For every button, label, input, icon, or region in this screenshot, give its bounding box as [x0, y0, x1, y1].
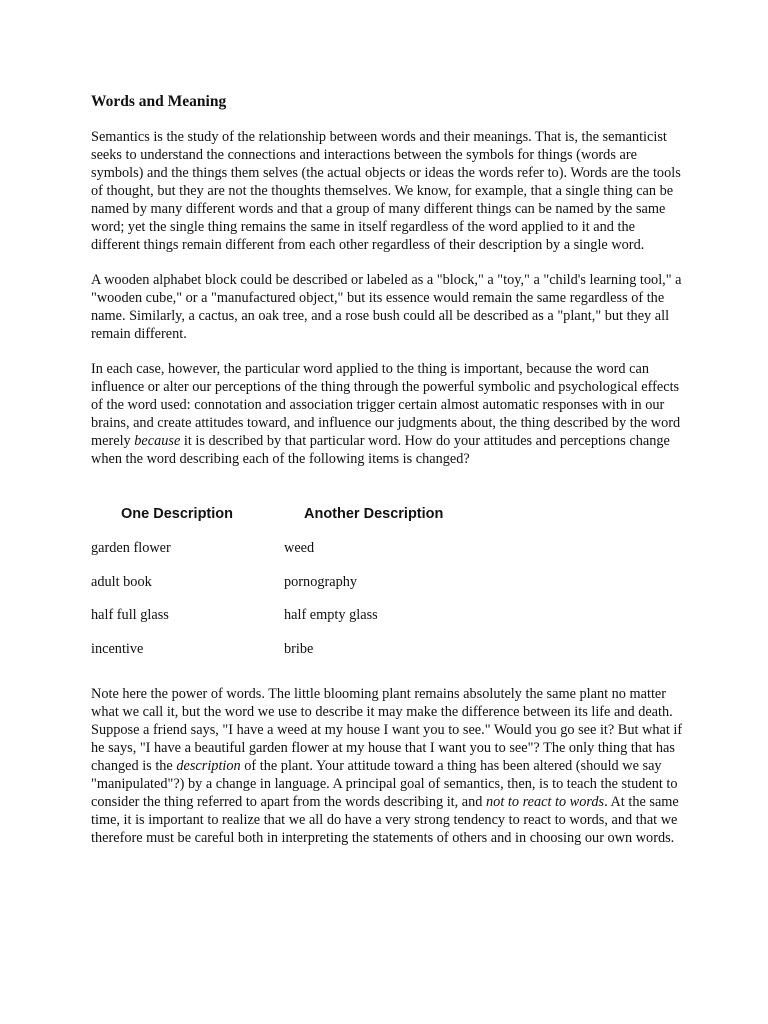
cell-another: bribe — [284, 640, 314, 657]
header-another-description: Another Description — [304, 506, 444, 522]
paragraph-wooden-block: A wooden alphabet block could be described or labeled as a "block," a "toy," a "child's learning tool," a "wooden cube," or a "manufactured object," but its essence would remain the same regardless of the name. Similarly, a cactus, an oak tree, and a rose bush could all be described as a "plant," but they all remain different. — [91, 272, 682, 342]
table-header — [91, 505, 687, 539]
document-page — [91, 92, 687, 864]
cell-another: weed — [284, 540, 315, 556]
emphasis-description: description — [176, 758, 241, 774]
table-row — [91, 640, 687, 674]
cell-another: half empty glass — [284, 607, 378, 623]
paragraph-text: of the plant. Your attitude toward a thing has been altered (should we say "manipulated"?) by a change in language. A principal goal of semantics, then, is to teach the student to consider the thing referred to apart from the words describing it, and — [91, 758, 678, 810]
cell-one: half full glass — [91, 607, 169, 623]
paragraph-semantics-definition: Semantics is the study of the relationship between words and their meanings. That is, the semanticist seeks to understand the connections and interactions between the symbols for things (words are symbols) and the things them selves (the actual objects or ideas the words refer to). Words are the tools of thought, but they are not the thoughts themselves. We know, for example, that a single thing can be named by many different words and that a group of many different things can be named by the same word; yet the single thing remains the same in itself regardless of the word applied to it and the different things remain different from each other regardless of their description by a single word. — [91, 129, 681, 253]
description-table — [91, 505, 687, 673]
paragraph-power-of-words — [91, 685, 687, 847]
paragraph-text: In each case, however, the particular word applied to the thing is important, because the word can influence or alter our perceptions of the thing through the powerful symbolic and psychological effects of the word used: connotation and association trigger certain almost automatic responses with in our brains, and create attitudes toward, and influence our judgments about, the thing described by the word merely — [91, 361, 681, 449]
table-row — [91, 606, 687, 640]
emphasis-not-to-react: not to react to words — [486, 794, 605, 810]
cell-another: pornography — [284, 573, 358, 590]
table-row — [91, 573, 687, 607]
cell-one: garden flower — [91, 540, 171, 556]
paragraph-text: Note here the power of words. The little blooming plant remains absolutely the same plant no matter what we call it, but the word we use to describe it may make the difference between its life and death. Suppose a friend says, "I have a weed at my house I want you to see." Would you go see it? But what if he says, "I have a beautiful garden flower at my house that I want you to see"? The only thing that has changed is the — [91, 686, 683, 774]
emphasis-because: because — [134, 433, 181, 449]
table-row — [91, 539, 687, 573]
paragraph-text: it is described by that particular word. How do your attitudes and perceptions change when the word describing each of the following items is changed? — [91, 433, 670, 467]
cell-one: incentive — [91, 640, 144, 657]
header-one-description: One Description — [121, 506, 233, 522]
cell-one: adult book — [91, 573, 152, 590]
paragraph-word-influence — [91, 360, 687, 468]
paragraph-text: . At the same time, it is important to realize that we all do have a very strong tendency to react to words, and that we therefore must be careful both in interpreting the statements of others and in choosing our own words. — [91, 794, 679, 846]
document-title: Words and Meaning — [91, 93, 227, 110]
